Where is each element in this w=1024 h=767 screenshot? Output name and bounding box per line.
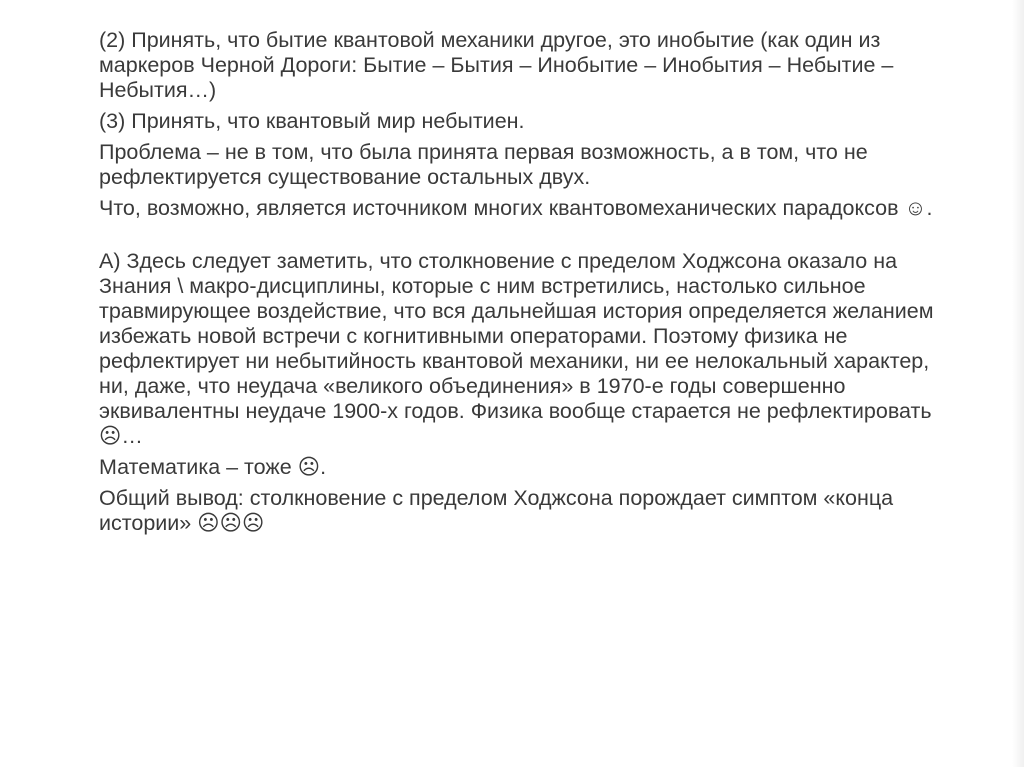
paragraph-a: А) Здесь следует заметить, что столкновение с пределом Ходжсона оказало на Знания \ макро-дисциплины, которые с ним встретились, настолько сильное травмирующее воздействие, что вся дальнейшая история определяется желанием избежать новой встречи с когнитивными операторами. Поэтому физика не рефлектирует ни небытийность квантовой механики, ни ее нелокальный характер, ни, даже, что неудача «великого объединения» в 1970-е годы совершенно эквивалентны неудаче 1900-х годов. Физика вообще старается не рефлектировать ☹… xyxy=(99,249,934,448)
edge-shadow xyxy=(1012,0,1024,767)
paragraph-2: (2) Принять, что бытие квантовой механики другое, это инобытие (как один из маркеров Черной Дороги: Бытие – Бытия – Инобытие – Инобытия – Небытие – Небытия…) xyxy=(99,28,894,102)
paragraph-problem: Проблема – не в том, что была принята первая возможность, а в том, что не рефлектируется существование остальных двух. xyxy=(99,140,868,189)
paragraph-3: (3) Принять, что квантовый мир небытиен. xyxy=(99,109,525,133)
paragraph-math: Математика – тоже ☹. xyxy=(99,455,327,479)
paragraph-conclusion: Общий вывод: столкновение с пределом Ходжсона порождает симптом «конца истории» ☹☹☹ xyxy=(99,486,894,535)
paragraph-paradoxes: Что, возможно, является источником многих квантовомеханических парадоксов ☺. xyxy=(99,196,933,220)
